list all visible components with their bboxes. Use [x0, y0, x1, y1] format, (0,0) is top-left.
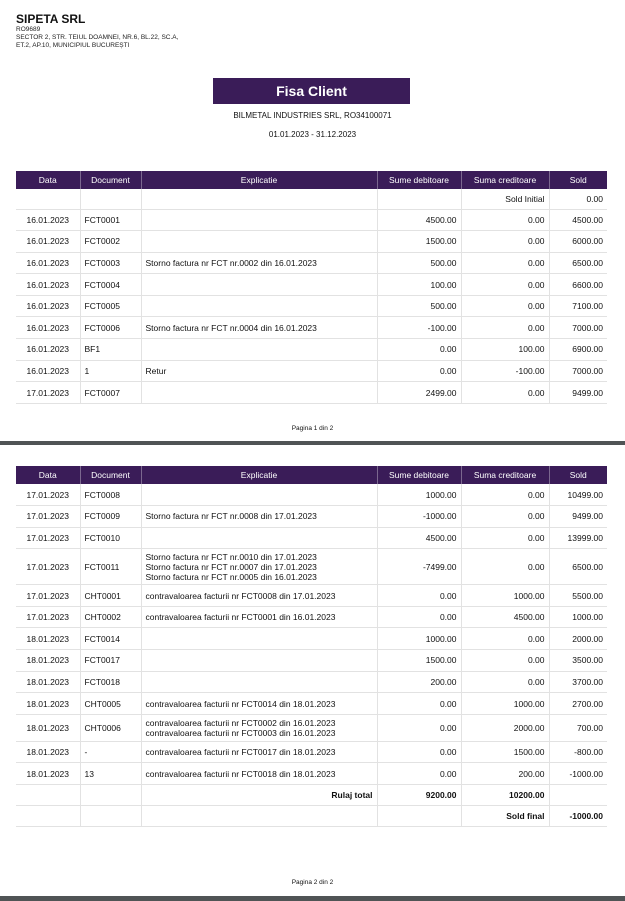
- cell-date: 17.01.2023: [16, 527, 80, 549]
- table-row: [16, 693, 607, 715]
- rulaj-total-label: Rulaj total: [141, 785, 377, 806]
- cell-debit: 500.00: [377, 252, 461, 274]
- cell-document: CHT0002: [80, 606, 141, 628]
- table-row: [16, 274, 607, 296]
- cell-date: 18.01.2023: [16, 741, 80, 763]
- cell-sold: 2700.00: [549, 693, 607, 715]
- explicatie-line: contravaloarea facturii nr FCT0002 din 16.01.2023: [145, 717, 336, 728]
- cell-sold: 6000.00: [549, 231, 607, 253]
- cell-sold: 700.00: [549, 714, 607, 741]
- cell-explicatie: [141, 209, 377, 231]
- explicatie-line: contravaloarea facturii nr FCT0014 din 18.01.2023: [145, 698, 336, 709]
- cell-explicatie: [141, 360, 377, 382]
- sold-final-label: Sold final: [461, 806, 549, 827]
- cell-credit: 0.00: [461, 317, 549, 339]
- cell-debit: 200.00: [377, 671, 461, 693]
- cell-debit: 0.00: [377, 339, 461, 361]
- cell-debit: 100.00: [377, 274, 461, 296]
- cell-document: FCT0017: [80, 650, 141, 672]
- explicatie-line: Storno factura nr FCT nr.0008 din 17.01.2023: [145, 511, 317, 522]
- table-row: [16, 763, 607, 785]
- rulaj-total-credit: 10200.00: [461, 785, 549, 806]
- cell-sold: 4500.00: [549, 209, 607, 231]
- table-row: [16, 549, 607, 585]
- cell-credit: 2000.00: [461, 714, 549, 741]
- col-header-sold: Sold: [549, 171, 607, 189]
- col-header-explicatie: Explicatie: [141, 466, 377, 484]
- explicatie-line: contravaloarea facturii nr FCT0017 din 18.01.2023: [145, 747, 336, 758]
- page-footer-2: Pagina 2 din 2: [291, 879, 334, 886]
- table-row: [16, 650, 607, 672]
- cell-sold: -800.00: [549, 741, 607, 763]
- cell-explicatie: [141, 382, 377, 404]
- cell-date: 18.01.2023: [16, 693, 80, 715]
- cell-explicatie: [141, 549, 377, 585]
- period: 01.01.2023 - 31.12.2023: [268, 130, 357, 139]
- cell-sold: -1000.00: [549, 763, 607, 785]
- cell-date: 16.01.2023: [16, 252, 80, 274]
- empty-cell: [549, 785, 607, 806]
- explicatie-line: contravaloarea facturii nr FCT0018 din 18.01.2023: [145, 768, 336, 779]
- cell-explicatie: [141, 484, 377, 506]
- explicatie-line: Storno factura nr FCT nr.0004 din 16.01.2023: [145, 322, 317, 333]
- cell-document: FCT0009: [80, 506, 141, 528]
- explicatie-line: Retur: [145, 365, 167, 376]
- explicatie-line: Storno factura nr FCT nr.0010 din 17.01.2023: [145, 551, 317, 562]
- page-1: [0, 0, 625, 441]
- table-row: [16, 360, 607, 382]
- table-header-row: [16, 466, 607, 484]
- cell-document: FCT0003: [80, 252, 141, 274]
- cell-sold: 10499.00: [549, 484, 607, 506]
- ledger-table-page1: [16, 171, 607, 404]
- table-row: [16, 231, 607, 253]
- col-header-sold: Sold: [549, 466, 607, 484]
- cell-debit: 1000.00: [377, 484, 461, 506]
- cell-debit: 1000.00: [377, 628, 461, 650]
- cell-document: FCT0008: [80, 484, 141, 506]
- cell-debit: 1500.00: [377, 231, 461, 253]
- cell-debit: 0.00: [377, 360, 461, 382]
- document-title: Fisa Client: [213, 78, 410, 104]
- empty-cell: [16, 785, 80, 806]
- cell-document: BF1: [80, 339, 141, 361]
- cell-debit: 0.00: [377, 606, 461, 628]
- table-row: [16, 382, 607, 404]
- cell-explicatie: [141, 295, 377, 317]
- cell-credit: 0.00: [461, 650, 549, 672]
- cell-credit: 0.00: [461, 506, 549, 528]
- cell-credit: 100.00: [461, 339, 549, 361]
- cell-explicatie: [141, 317, 377, 339]
- cell-document: FCT0018: [80, 671, 141, 693]
- cell-debit: -7499.00: [377, 549, 461, 585]
- cell-sold: 5500.00: [549, 585, 607, 607]
- cell-debit: 0.00: [377, 763, 461, 785]
- cell-credit: 0.00: [461, 484, 549, 506]
- initial-balance-row: [16, 189, 607, 209]
- sold-final-value: -1000.00: [549, 806, 607, 827]
- cell-sold: 9499.00: [549, 506, 607, 528]
- cell-date: 17.01.2023: [16, 484, 80, 506]
- cell-document: CHT0006: [80, 714, 141, 741]
- cell-explicatie: [141, 339, 377, 361]
- page-bottom-bar: [0, 896, 625, 901]
- cell-document: FCT0006: [80, 317, 141, 339]
- table-row: [16, 527, 607, 549]
- cell-explicatie: [141, 274, 377, 296]
- cell-credit: 200.00: [461, 763, 549, 785]
- cell-explicatie: [141, 606, 377, 628]
- cell-explicatie: [141, 650, 377, 672]
- company-block: [16, 12, 178, 50]
- cell-credit: 0.00: [461, 295, 549, 317]
- col-header-credit: Suma creditoare: [461, 171, 549, 189]
- empty-cell: [141, 189, 377, 209]
- cell-document: CHT0005: [80, 693, 141, 715]
- page-separator: [0, 441, 625, 449]
- client-name: BILMETAL INDUSTRIES SRL, RO34100071: [233, 111, 392, 120]
- cell-explicatie: [141, 763, 377, 785]
- col-header-data: Data: [16, 171, 80, 189]
- explicatie-line: contravaloarea facturii nr FCT0001 din 16.01.2023: [145, 612, 336, 623]
- cell-document: 13: [80, 763, 141, 785]
- initial-balance-value: 0.00: [549, 189, 607, 209]
- initial-balance-label: Sold Initial: [461, 189, 549, 209]
- cell-document: 1: [80, 360, 141, 382]
- explicatie-line: Storno factura nr FCT nr.0005 din 16.01.2023: [145, 571, 317, 582]
- cell-sold: 9499.00: [549, 382, 607, 404]
- col-header-debit: Sume debitoare: [377, 171, 461, 189]
- cell-explicatie: [141, 506, 377, 528]
- empty-cell: [80, 189, 141, 209]
- cell-credit: 0.00: [461, 382, 549, 404]
- cell-explicatie: [141, 741, 377, 763]
- page-footer-1: Pagina 1 din 2: [291, 425, 334, 432]
- cell-sold: 1000.00: [549, 606, 607, 628]
- rulaj-total-debit: 9200.00: [377, 785, 461, 806]
- cell-explicatie: [141, 671, 377, 693]
- explicatie-line: Storno factura nr FCT nr.0002 din 16.01.2023: [145, 257, 317, 268]
- table-row: [16, 317, 607, 339]
- cell-debit: 1500.00: [377, 650, 461, 672]
- table-header-row: [16, 171, 607, 189]
- cell-date: 17.01.2023: [16, 549, 80, 585]
- col-header-data: Data: [16, 466, 80, 484]
- table-row: [16, 339, 607, 361]
- cell-document: FCT0011: [80, 549, 141, 585]
- cell-document: CHT0001: [80, 585, 141, 607]
- cell-date: 16.01.2023: [16, 231, 80, 253]
- cell-credit: 0.00: [461, 628, 549, 650]
- company-code: RO9689: [16, 26, 41, 33]
- cell-credit: 0.00: [461, 549, 549, 585]
- company-address-line1: SECTOR 2, STR. TEIUL DOAMNEI, NR.6, BL.22, SC.A,: [16, 34, 179, 41]
- cell-credit: 0.00: [461, 252, 549, 274]
- cell-date: 16.01.2023: [16, 209, 80, 231]
- cell-document: FCT0010: [80, 527, 141, 549]
- cell-sold: 3500.00: [549, 650, 607, 672]
- table-row: [16, 671, 607, 693]
- cell-debit: 0.00: [377, 714, 461, 741]
- cell-debit: 2499.00: [377, 382, 461, 404]
- cell-date: 17.01.2023: [16, 585, 80, 607]
- empty-cell: [16, 806, 80, 827]
- cell-explicatie: [141, 628, 377, 650]
- explicatie-line: contravaloarea facturii nr FCT0003 din 16.01.2023: [145, 727, 336, 738]
- empty-cell: [377, 806, 461, 827]
- cell-date: 17.01.2023: [16, 606, 80, 628]
- cell-document: FCT0002: [80, 231, 141, 253]
- cell-explicatie: [141, 252, 377, 274]
- cell-date: 16.01.2023: [16, 274, 80, 296]
- cell-sold: 7100.00: [549, 295, 607, 317]
- empty-cell: [16, 189, 80, 209]
- cell-debit: 0.00: [377, 741, 461, 763]
- cell-explicatie: [141, 585, 377, 607]
- company-name: SIPETA SRL: [16, 12, 86, 26]
- cell-explicatie: [141, 693, 377, 715]
- cell-credit: 1000.00: [461, 693, 549, 715]
- table-row: [16, 741, 607, 763]
- cell-date: 16.01.2023: [16, 317, 80, 339]
- cell-sold: 6500.00: [549, 549, 607, 585]
- cell-debit: -1000.00: [377, 506, 461, 528]
- cell-debit: 4500.00: [377, 209, 461, 231]
- cell-sold: 6600.00: [549, 274, 607, 296]
- cell-date: 16.01.2023: [16, 339, 80, 361]
- cell-explicatie: [141, 231, 377, 253]
- cell-date: 18.01.2023: [16, 650, 80, 672]
- table-row: [16, 209, 607, 231]
- col-header-document: Document: [80, 171, 141, 189]
- cell-debit: 4500.00: [377, 527, 461, 549]
- empty-cell: [80, 785, 141, 806]
- cell-credit: 0.00: [461, 671, 549, 693]
- cell-sold: 7000.00: [549, 360, 607, 382]
- col-header-explicatie: Explicatie: [141, 171, 377, 189]
- cell-sold: 3700.00: [549, 671, 607, 693]
- cell-debit: 0.00: [377, 693, 461, 715]
- sold-final-row: [16, 806, 607, 827]
- cell-document: FCT0004: [80, 274, 141, 296]
- cell-debit: 0.00: [377, 585, 461, 607]
- cell-document: FCT0014: [80, 628, 141, 650]
- table-row: [16, 628, 607, 650]
- empty-cell: [377, 189, 461, 209]
- cell-date: 16.01.2023: [16, 360, 80, 382]
- explicatie-line: contravaloarea facturii nr FCT0008 din 17.01.2023: [145, 590, 336, 601]
- cell-explicatie: [141, 714, 377, 741]
- cell-sold: 2000.00: [549, 628, 607, 650]
- empty-cell: [141, 806, 377, 827]
- cell-document: FCT0001: [80, 209, 141, 231]
- ledger-table-page2: [16, 466, 607, 827]
- table-row: [16, 295, 607, 317]
- cell-document: FCT0005: [80, 295, 141, 317]
- table-row: [16, 585, 607, 607]
- cell-sold: 6500.00: [549, 252, 607, 274]
- company-address-line2: ET.2, AP.10, MUNICIPIUL BUCUREȘTI: [16, 42, 130, 49]
- cell-sold: 7000.00: [549, 317, 607, 339]
- cell-sold: 13999.00: [549, 527, 607, 549]
- col-header-credit: Suma creditoare: [461, 466, 549, 484]
- cell-date: 18.01.2023: [16, 628, 80, 650]
- rulaj-total-row: [16, 785, 607, 806]
- explicatie-line: Storno factura nr FCT nr.0007 din 17.01.2023: [145, 561, 317, 572]
- cell-sold: 6900.00: [549, 339, 607, 361]
- table-row: [16, 252, 607, 274]
- cell-date: 16.01.2023: [16, 295, 80, 317]
- cell-date: 18.01.2023: [16, 763, 80, 785]
- cell-document: -: [80, 741, 141, 763]
- table-row: [16, 484, 607, 506]
- cell-explicatie: [141, 527, 377, 549]
- page-2: [0, 449, 625, 901]
- table-row: [16, 714, 607, 741]
- cell-credit: 4500.00: [461, 606, 549, 628]
- table-row: [16, 506, 607, 528]
- cell-credit: -100.00: [461, 360, 549, 382]
- cell-date: 18.01.2023: [16, 671, 80, 693]
- cell-credit: 0.00: [461, 231, 549, 253]
- col-header-document: Document: [80, 466, 141, 484]
- cell-date: 17.01.2023: [16, 382, 80, 404]
- cell-debit: 500.00: [377, 295, 461, 317]
- col-header-debit: Sume debitoare: [377, 466, 461, 484]
- cell-credit: 1500.00: [461, 741, 549, 763]
- cell-document: FCT0007: [80, 382, 141, 404]
- cell-credit: 0.00: [461, 274, 549, 296]
- cell-debit: -100.00: [377, 317, 461, 339]
- cell-date: 18.01.2023: [16, 714, 80, 741]
- cell-credit: 0.00: [461, 209, 549, 231]
- cell-date: 17.01.2023: [16, 506, 80, 528]
- empty-cell: [80, 806, 141, 827]
- table-row: [16, 606, 607, 628]
- cell-credit: 0.00: [461, 527, 549, 549]
- cell-credit: 1000.00: [461, 585, 549, 607]
